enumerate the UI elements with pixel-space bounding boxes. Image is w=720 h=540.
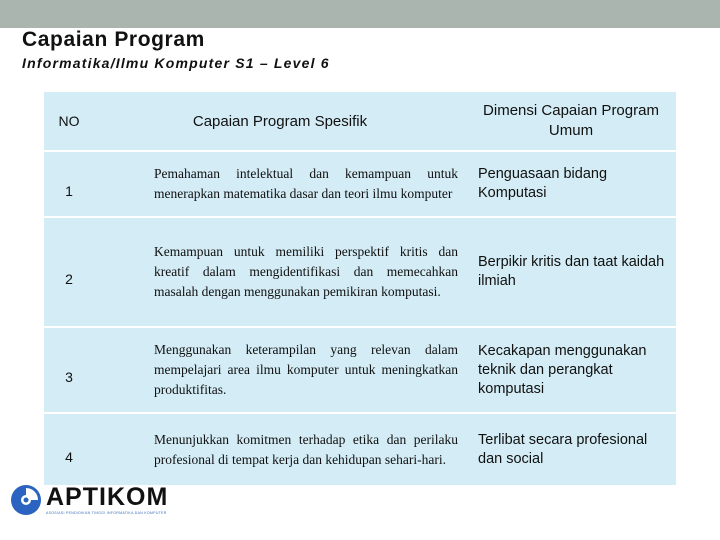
row-number: 3 — [44, 327, 94, 413]
row-number: 4 — [44, 413, 94, 485]
row-number: 1 — [44, 151, 94, 217]
header-bar — [0, 0, 720, 30]
logo-tagline: ASOSIASI PENDIDIKAN TINGGI INFORMATIKA DAN KOMPUTER — [46, 511, 167, 515]
logo-wordmark: APTIKOM — [46, 483, 169, 511]
table-row — [44, 327, 676, 413]
specific-outcome-cell: Pemahaman intelektual dan kemampuan untuk menerapkan matematika dasar dan teori ilmu komputer — [94, 151, 466, 217]
table-header-row — [44, 92, 676, 151]
specific-outcome-cell: Kemampuan untuk memiliki perspektif kritis dan kreatif dalam mengidentifikasi dan memecahkan masalah dengan menggunakan pemikiran komputasi. — [94, 217, 466, 327]
program-outcomes-table — [44, 92, 676, 485]
header-general-dimension: Dimensi Capaian Program Umum — [466, 92, 676, 151]
general-dimension-cell: Kecakapan menggunakan teknik dan perangkat komputasi — [466, 327, 676, 413]
slide-title: Capaian Program — [22, 28, 205, 51]
general-dimension-cell: Penguasaan bidang Komputasi — [466, 151, 676, 217]
general-dimension-cell: Terlibat secara profesional dan social — [466, 413, 676, 485]
row-number: 2 — [44, 217, 94, 327]
aptikom-logo — [10, 482, 190, 522]
slide-subtitle: Informatika/Ilmu Komputer S1 – Level 6 — [22, 55, 330, 71]
header-specific-outcome: Capaian Program Spesifik — [94, 92, 466, 151]
specific-outcome-cell: Menggunakan keterampilan yang relevan dalam mempelajari area ilmu komputer untuk meningkatkan produktifitas. — [94, 327, 466, 413]
general-dimension-cell: Berpikir kritis dan taat kaidah ilmiah — [466, 217, 676, 327]
table-row — [44, 413, 676, 485]
aptikom-emblem-icon — [10, 484, 42, 516]
header-no: NO — [44, 92, 94, 151]
specific-outcome-cell: Menunjukkan komitmen terhadap etika dan perilaku profesional di tempat kerja dan kehidupan sehari-hari. — [94, 413, 466, 485]
table-row — [44, 217, 676, 327]
table-row — [44, 151, 676, 217]
